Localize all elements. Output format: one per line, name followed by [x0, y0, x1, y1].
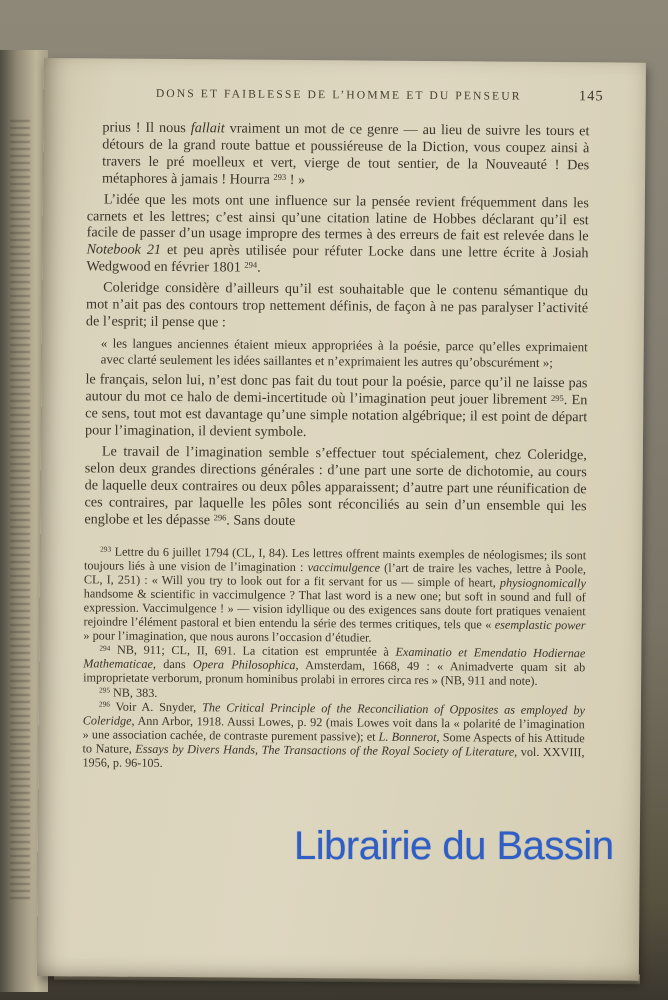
footnote-number: 294 [99, 643, 111, 653]
paragraph: Coleridge considère d’ailleurs qu’il est souhaitable que le contenu sémantique du mot n’ait pas des contours trop nettement définis, de façon à ne pas paralyser l’activité de l’esprit; il pense que : [85, 279, 589, 331]
quotation-continuation: prius ! Il nous fallait vraiment un mot de ce genre — au lieu de suivre les tours et détours de la grand route battue et poussiéreuse de la Diction, vous coupez ainsi à travers le pré moelleux et vert, vierge de tout sentier, de la Nouveauté ! Des métaphores à jamais ! Hourra $^{293}$ ! » [101, 119, 590, 188]
footnote-number: 295 [99, 685, 111, 695]
running-title: DONS ET FAIBLESSE DE L’HOMME ET DU PENSEUR [155, 86, 522, 103]
footnote-number: 293 [100, 544, 112, 554]
page-header [88, 86, 604, 108]
paragraph: L’idée que les mots ont une influence sur la pensée revient fréquemment dans les carnets et les lettres; c’est ainsi qu’une citation latine de Hobbes déclarant qu’il est facile de passer d’un usage impropre des termes à des erreurs de fait est relevée dans le Notebook 21 et peu après utilisée pour réfuter Locke dans une lettre écrite à Josiah Wedgwood en février 1801 $^{294}$. [86, 191, 589, 276]
footnote-number: 296 [98, 699, 110, 709]
paragraph: Le travail de l’imagination semble s’effectuer tout spécialement, chez Coleridge, selon deux grandes directions générales : d’une part une sorte de dichotomie, au cours de laquelle deux contraires ou deux pôles apparaissent; d’autre part une réunification de ces contraires, par laquelle les pôles sont réconciliés au sein d’un ensemble qui les englobe et les dépasse $^{296}$. Sans doute [84, 443, 587, 529]
footnote-295: $^{295}$ NB, 383. [99, 685, 158, 700]
footnote-294: $^{294}$ NB, 911; CL, II, 691. La citation est empruntée à Examinatio et Emendatio Hodiernae Mathematicae, dans Opera Philosophica, Amsterdam, 1668, 49 : « Animadverte quam sit ab improprietate verborum, pronum hominibus prolabi in errores circa res » (NB, 911 and note). [83, 642, 586, 689]
footnote-293: $^{293}$ Lettre du 6 juillet 1794 (CL, I, 84). Les lettres offrent maints exemples de néologismes; ils sont toujours liés à une vision de l’imagination : vaccimulgence (l’art de traire les vaches, lettre à Poole, CL, I, 251) : « Will you try to look out for a fit servant for us — simple of heart, physiognomically handsome & scientific in vaccimulgence ? That last word is a new one; but soft in sound and full of expression. Vaccimulgence ! » — vision idyllique ou des exigences sans doute fort pratiques venaient rejoindre l’élément pastoral et bien entendu la série des termes critiques, tels que « esemplastic power » pour l’imagination, que nous aurons l’occasion d’étudier. [83, 544, 587, 645]
body-text [84, 119, 589, 532]
watermark-text: Librairie du Bassin [294, 824, 614, 868]
footnote-296: $^{296}$ Voir A. Snyder, The Critical Principle of the Reconciliation of Opposites as employed by Coleridge, Ann Arbor, 1918. Aussi Lowes, p. 92 (mais Lowes voit dans la « polarité de l’imagination » une association cachée, de contraste purement passive); et L. Bonnerot, Some Aspects of his Attitude to Nature, Essays by Divers Hands, The Transactions of the Royal Society of Literature, vol. XXVIII, 1956, p. 96-105. [82, 699, 585, 770]
note-reference: 296 [213, 512, 227, 523]
note-reference: 293 [273, 171, 287, 182]
page-number: 145 [578, 88, 604, 105]
note-reference: 294 [244, 260, 258, 271]
footnotes [82, 544, 586, 773]
note-reference: 295 [551, 392, 564, 403]
paragraph: le français, selon lui, n’est donc pas fait du tout pour la poésie, parce qu’il ne laisse pas autour du mot ce halo de demi-incertitude où l’imagination peut jouer librement $^{295}$. En ce sens, tout mot est davantage qu’une simple notation algébrique; il est point de départ pour l’imagination, il devient symbole. [85, 371, 588, 441]
inline-quotation: « les langues anciennes étaient mieux appropriées à la poésie, parce qu’elles exprimaient avec clarté seulement les idées saillantes et n’exprimaient les autres qu’obscurément »; [100, 335, 588, 370]
